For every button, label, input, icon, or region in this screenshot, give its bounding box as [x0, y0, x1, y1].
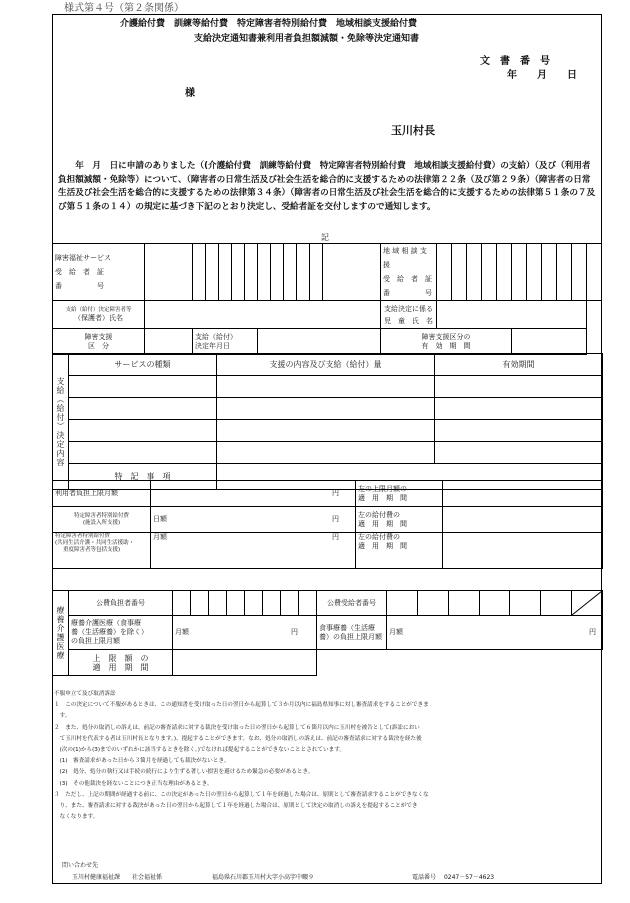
recipient-digit[interactable]: [449, 591, 480, 615]
meal-monthly-label: 月額: [389, 628, 403, 636]
ki-label: 記: [321, 233, 329, 242]
cert-digit[interactable]: [297, 244, 310, 301]
burden-period-line1: 左の上限月額の: [358, 484, 407, 493]
medical-cost-line1: 療養介護医療（食事療: [71, 619, 141, 627]
document-number-label: 文 書 番 号: [480, 56, 550, 67]
note-line: ２ また、処分の取消しの訴えは、前記の審査請求に対する裁決を受け取った日の翌日から起算して６箇月以内に玉川村を被告として(訴訟におい: [54, 724, 420, 731]
contact-phone: [412, 872, 494, 881]
child-name-label: [381, 301, 437, 329]
payment-period-label-2: [356, 533, 443, 569]
recipient-digit[interactable]: [510, 591, 541, 615]
note-line: (1) 審査請求があった日から３箇月を経過しても裁決がないとき。: [54, 758, 230, 765]
body-text: 年 月 日に申請のありました（(介護給付費 訓練等給付費 特定障害者特別給付費 地域相談支援給付費）の支給）（及び（利用者負担額減額・免除等）について、（障害者の日常生活及び社会生活を総合的に支援するための法律第２２条（及び第２９条）（障害者の日常生活及び社会生活を総合的に支援するための法律第３４条）（障害者の日常生活及び社会生活を総合的に支援するための法律第５１条の７及び第５１条の１４）の規定に基づき下記のとおり決定し、受給者証を交付しますので通知します。: [58, 161, 596, 212]
medical-cost-line2: 養（生活療養）を除く）: [71, 628, 148, 636]
payer-digit[interactable]: [263, 591, 281, 615]
category-period-field[interactable]: [512, 329, 587, 355]
service-content-cell[interactable]: [217, 376, 435, 398]
cert-label-line3: 番 号: [55, 282, 104, 290]
chiiki-digit[interactable]: [542, 244, 557, 301]
special-benefit-group-label: [53, 533, 151, 569]
monthly-amount-label: 月額: [153, 533, 167, 541]
payment-period-field-2[interactable]: [443, 533, 603, 569]
phone-label: 電話番号: [412, 874, 437, 881]
meal-yen: 円: [589, 628, 596, 636]
sp2-yen: 円: [332, 533, 339, 541]
chiiki-digit[interactable]: [482, 244, 497, 301]
meal-line2: 養）の負担上限月額: [319, 632, 382, 641]
note-line: １ この決定について不服があるときは、この通知書を受け取った日の翌日から起算して３か月以内に福島県知事に対し審査請求をすることができま: [54, 702, 429, 709]
service-type-cell[interactable]: [69, 376, 217, 398]
cert-number-label: [53, 244, 145, 301]
recipient-digit[interactable]: [387, 591, 418, 615]
addressee-suffix: 様: [185, 88, 195, 99]
burden-limit-yen: 円: [332, 489, 339, 497]
valid-period-cell[interactable]: [435, 420, 603, 442]
valid-period-header: 有効期間: [435, 354, 603, 376]
burden-table: [52, 480, 603, 569]
special-benefit-facility-amount[interactable]: [151, 507, 356, 533]
support-category-field[interactable]: [145, 329, 193, 355]
special-notes-label: 特 記 事 項: [69, 464, 217, 490]
decision-date-line1: 支給（給付）: [195, 332, 237, 341]
payment-period-2-line2: 適 用 期 間: [358, 542, 407, 550]
category-period-line1: 障害支援区分の: [421, 332, 471, 341]
cert-digit[interactable]: [232, 244, 245, 301]
sp1-line1: 特定障害者特別給付費: [73, 512, 129, 519]
payment-period-field-1[interactable]: [443, 507, 603, 533]
special-benefit-group-amount[interactable]: [151, 533, 356, 569]
recipient-digit[interactable]: [418, 591, 449, 615]
valid-period-cell[interactable]: [435, 442, 603, 464]
cert-digit[interactable]: [206, 244, 219, 301]
payer-digit[interactable]: [245, 591, 263, 615]
note-line: なくなります。: [54, 814, 99, 821]
child-name-field[interactable]: [437, 301, 587, 329]
decision-date-label: [193, 329, 258, 355]
decision-label-line1: 支給（給付）決定障害者等: [65, 306, 132, 313]
burden-limit-amount[interactable]: [151, 481, 356, 507]
payer-digit[interactable]: [191, 591, 209, 615]
child-label-line1: 支給決定に係る: [384, 304, 433, 313]
chiiki-number-label: [381, 244, 437, 301]
recipient-digit-grid: [387, 591, 602, 615]
medical-cost-limit-label: [69, 616, 173, 650]
contact-label: 問い合わせ先: [62, 862, 99, 869]
sp2-line3: 重度障害者等包括支援): [63, 547, 121, 553]
note-line: (2) 処分、処分の執行又は手続の続行により生ずる著しい損害を避けるため緊急の必要があるとき。: [54, 769, 314, 776]
phone-number: 0247－57－4623: [443, 874, 495, 881]
decision-label-line2: （保護者）氏名: [74, 313, 123, 322]
medical-cost-line3: の負担上限月額: [71, 637, 120, 645]
limit-period-line1: 上 限 額 の: [92, 653, 149, 663]
payer-digit[interactable]: [209, 591, 227, 615]
meal-limit-label: [317, 616, 387, 650]
meal-limit-amount[interactable]: [387, 616, 603, 650]
cert-digit[interactable]: [258, 244, 271, 301]
valid-period-cell[interactable]: [435, 398, 603, 420]
chiiki-digit[interactable]: [587, 244, 602, 301]
cert-digit[interactable]: [284, 244, 297, 301]
title-line-1: 介護給付費 訓練等給付費 特定障害者特別給付費 地域相談支援給付費: [120, 19, 418, 29]
note-line: (3) その他裁決を経ないことにつき正当な理由があるとき。: [54, 780, 213, 787]
recipient-info-table: [52, 243, 602, 355]
decision-date-field[interactable]: [258, 329, 381, 355]
payment-period-1-line1: 左の給付費の: [358, 510, 400, 519]
payer-number-field[interactable]: [173, 591, 317, 616]
service-content-cell[interactable]: [217, 398, 435, 420]
sp2-line2: (共同生活介護・共同生活援助・: [55, 540, 135, 546]
medical-cost-amount[interactable]: [173, 616, 317, 650]
service-content-cell[interactable]: [217, 420, 435, 442]
cert-digit[interactable]: [245, 244, 258, 301]
decision-content-side-label: 支給（給付）決定内容: [53, 354, 69, 490]
burden-limit-period-label: [356, 481, 443, 507]
valid-period-cell[interactable]: [435, 376, 603, 398]
payer-number-label: 公費負担者番号: [69, 591, 173, 616]
limit-period-field[interactable]: [173, 650, 317, 676]
decision-person-name-field[interactable]: [145, 301, 381, 329]
cert-label-line1: 障害福祉サービス: [55, 254, 111, 262]
special-benefit-facility-label: [53, 507, 151, 533]
medical-table: [52, 590, 603, 676]
burden-period-line2: 適 用 期 間: [358, 493, 407, 502]
contact-department: 玉川村健康福祉課 社会福祉係: [72, 874, 163, 881]
limit-period-line2: 適 用 期 間: [92, 662, 149, 672]
chiiki-label-line3: 番 号: [383, 289, 432, 297]
payment-period-label-1: [356, 507, 443, 533]
medical-blank-area: [317, 650, 603, 676]
service-type-cell[interactable]: [69, 420, 217, 442]
burden-limit-label: 利用者負担上限月額: [53, 481, 151, 507]
medical-monthly-label: 月額: [175, 628, 189, 636]
payer-digit[interactable]: [227, 591, 245, 615]
date-label: 年 月 日: [507, 70, 577, 81]
meal-line1: 食事療養（生活療: [319, 623, 375, 632]
cert-digit[interactable]: [145, 244, 193, 301]
chiiki-digit[interactable]: [557, 244, 572, 301]
note-line: り、また、審査請求に対する裁決があった日の翌日から起算して１年を経過した場合は、原則として決定の取消しの訴えを提起することができ: [54, 803, 418, 810]
cert-label-line2: 受 給 者 証: [55, 268, 104, 276]
service-content-cell[interactable]: [217, 442, 435, 464]
service-type-cell[interactable]: [69, 398, 217, 420]
support-category-label: [53, 329, 145, 355]
payer-digit[interactable]: [173, 591, 191, 615]
recipient-number-label: 公費受給者番号: [317, 591, 387, 616]
payer-digit-grid: [173, 591, 316, 615]
cert-digit[interactable]: [323, 244, 381, 301]
contact-address: 福島県石川郡玉川村大字小高字中畷９: [212, 874, 315, 881]
recipient-number-field[interactable]: [387, 591, 603, 616]
daily-amount-label: 日額: [153, 515, 167, 523]
payer-digit[interactable]: [281, 591, 299, 615]
diagonal-strike-line: [572, 591, 602, 615]
chiiki-label-line2: 受 給 者 証: [383, 275, 432, 283]
sp1-line2: (施設入所支援): [82, 519, 121, 526]
sp1-yen: 円: [332, 515, 339, 523]
note-line: て玉川村を代表する者は玉川村長となります。)、提起することができます。なお、処分の取消しの訴えは、前記の審査請求に対する裁決を経た後: [54, 735, 422, 742]
chiiki-digit[interactable]: [572, 244, 587, 301]
service-type-cell[interactable]: [69, 442, 217, 464]
payment-period-1-line2: 適 用 期 間: [358, 519, 407, 528]
chiiki-digit[interactable]: [512, 244, 527, 301]
medical-side-label: 療養介護医療: [53, 591, 69, 676]
note-line: 不服申立て及び取消訴訟: [54, 691, 116, 697]
support-label-line2: 区 分: [88, 341, 109, 350]
category-period-line2: 有 効 期 間: [421, 341, 471, 350]
chiiki-digit[interactable]: [467, 244, 482, 301]
sp2-line1: 特定障害者特別給付費: [55, 533, 111, 539]
payment-period-2-line1: 左の給付費の: [358, 533, 400, 541]
child-label-line2: 児 童 氏 名: [384, 316, 433, 325]
decision-date-line2: 決定年月日: [195, 341, 230, 350]
support-label-line1: 障害支援: [84, 332, 113, 341]
cert-digit[interactable]: [193, 244, 206, 301]
chiiki-label-line1: 地 域 相 談 支 援: [383, 247, 427, 269]
issuer-name: 玉川村長: [391, 124, 435, 137]
chiiki-digit[interactable]: [497, 244, 512, 301]
category-period-label: [381, 329, 512, 355]
form-number: 様式第４号（第２条関係）: [64, 3, 184, 14]
medical-yen: 円: [291, 628, 298, 636]
service-table: [52, 353, 603, 490]
recipient-digit[interactable]: [541, 591, 572, 615]
title-line-2: 支給決定通知書兼利用者負担額減額・免除等決定通知書: [194, 34, 420, 44]
burden-limit-period-field[interactable]: [443, 481, 603, 507]
appeal-notes: [54, 689, 600, 823]
recipient-digit[interactable]: [480, 591, 511, 615]
chiiki-digit[interactable]: [452, 244, 467, 301]
note-line: ３ ただし、上記の期間が経過する前に、この決定があった日の翌日から起算して１年を経過した場合は、原則として審査請求することができなくな: [54, 791, 429, 798]
chiiki-digit[interactable]: [437, 244, 452, 301]
service-content-header: 支援の内容及び支給（給付）量: [217, 354, 435, 376]
payer-digit[interactable]: [299, 591, 316, 615]
chiiki-digit[interactable]: [527, 244, 542, 301]
cert-digit[interactable]: [310, 244, 323, 301]
decision-person-label: [53, 301, 145, 329]
note-line: (次の(1)から(3)までのいずれかに該当するときを除く。)でなければ提起することができないこととされています。: [54, 747, 345, 754]
service-type-header: サービスの種類: [69, 354, 217, 376]
limit-period-label: [69, 650, 173, 676]
cert-digit[interactable]: [219, 244, 232, 301]
cert-digit[interactable]: [271, 244, 284, 301]
note-line: す。: [54, 713, 71, 720]
